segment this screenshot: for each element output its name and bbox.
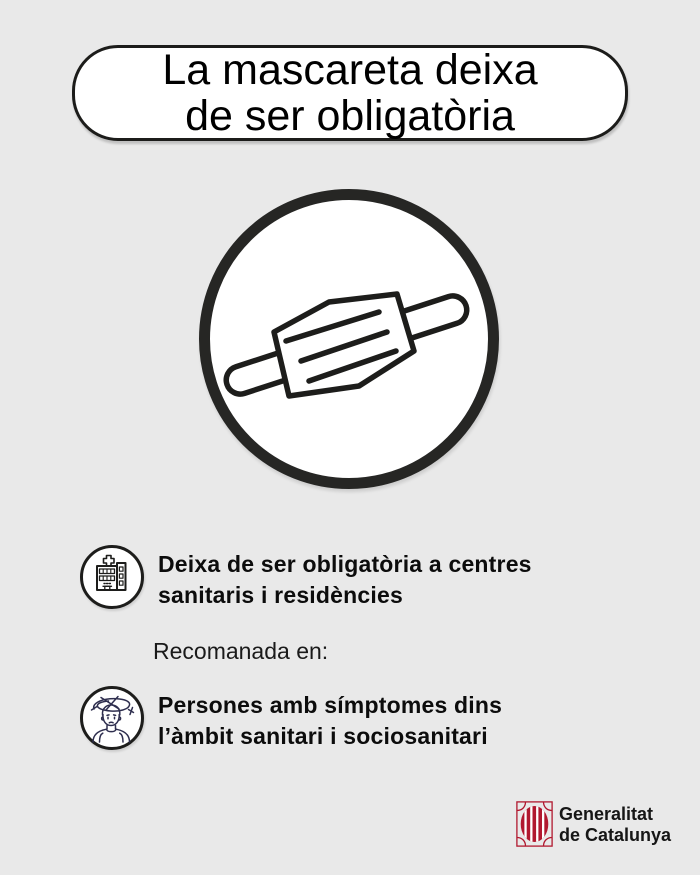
bullet-2-line-2: l’àmbit sanitari i sociosanitari xyxy=(158,723,488,749)
page-title-line-2: de ser obligatòria xyxy=(185,92,515,140)
generalitat-senyera-icon xyxy=(516,801,553,847)
person-symptoms-icon xyxy=(80,686,144,750)
brand-line-1: Generalitat xyxy=(559,804,654,824)
generalitat-logo xyxy=(516,801,686,851)
recommended-label: Recomanada en: xyxy=(153,638,329,664)
page-title-line-1: La mascareta deixa xyxy=(162,46,538,94)
hospital-icon xyxy=(80,545,144,609)
face-mask-icon xyxy=(199,189,499,489)
bullet-2-line-1: Persones amb símptomes dins xyxy=(158,692,503,718)
title-banner xyxy=(72,45,628,141)
generalitat-wordmark xyxy=(559,804,671,846)
hero-circle xyxy=(199,189,499,489)
brand-line-2: de Catalunya xyxy=(559,825,672,845)
bullet-1-text xyxy=(158,549,532,611)
bullet-2-text xyxy=(158,690,502,752)
bullet-1-line-1: Deixa de ser obligatòria a centres xyxy=(158,551,532,577)
bullet-1-line-2: sanitaris i residències xyxy=(158,582,403,608)
